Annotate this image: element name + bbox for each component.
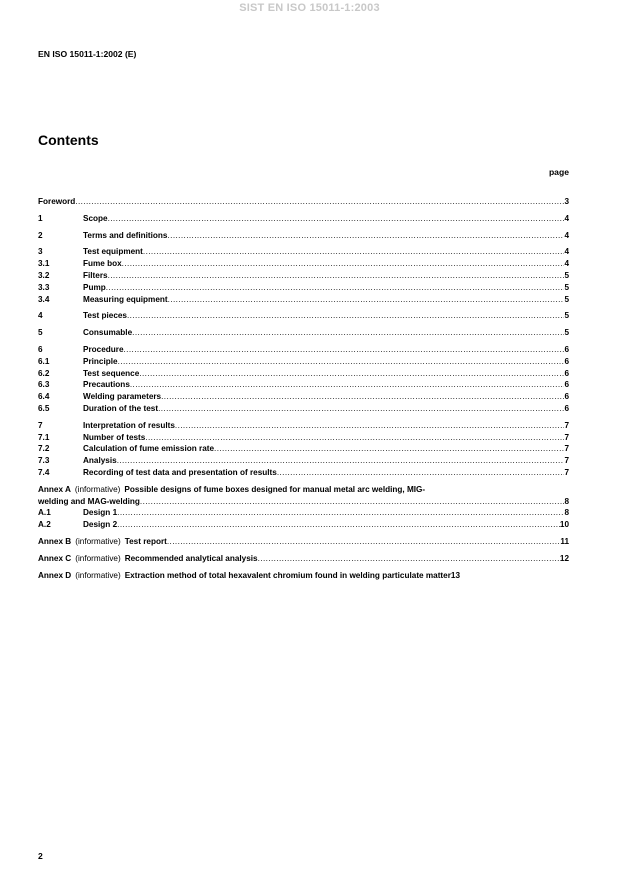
toc-entry[interactable] bbox=[38, 327, 569, 339]
toc-title: welding and MAG-welding bbox=[38, 496, 140, 506]
toc-number: 3.1 bbox=[38, 259, 50, 269]
toc-leader bbox=[124, 344, 565, 356]
toc-leader bbox=[117, 519, 560, 531]
toc-page: 12 bbox=[559, 553, 569, 563]
annex-label: Annex D bbox=[38, 570, 72, 580]
toc-number: 2 bbox=[38, 230, 43, 240]
toc-page: 7 bbox=[564, 420, 569, 430]
toc-page: 7 bbox=[564, 444, 569, 454]
toc-number: 5 bbox=[38, 328, 43, 338]
page-column-label: page bbox=[548, 167, 569, 177]
toc-leader bbox=[108, 270, 565, 282]
toc-leader bbox=[106, 282, 565, 294]
toc-title: Test sequence bbox=[83, 368, 140, 378]
toc-page: 6 bbox=[564, 344, 569, 354]
toc-title: Principle bbox=[83, 356, 118, 366]
toc-title: Fume box bbox=[83, 259, 122, 269]
toc-leader bbox=[118, 356, 565, 368]
toc-entry-annex-c[interactable] bbox=[38, 553, 569, 565]
toc-page: 5 bbox=[564, 282, 569, 292]
toc-page: 5 bbox=[564, 311, 569, 321]
toc-leader bbox=[140, 496, 565, 508]
toc-title: Recording of test data and presentation of results bbox=[83, 467, 277, 477]
toc-number: 4 bbox=[38, 311, 43, 321]
annex-label: Annex C bbox=[38, 553, 72, 563]
toc-number: 7 bbox=[38, 420, 43, 430]
page-number: 2 bbox=[38, 851, 43, 861]
toc-page: 6 bbox=[564, 403, 569, 413]
toc-entry-annex-d[interactable] bbox=[38, 570, 569, 582]
toc-page: 7 bbox=[564, 432, 569, 442]
toc-title: Interpretation of results bbox=[83, 420, 175, 430]
annex-type: (informative) bbox=[75, 536, 121, 546]
toc-page: 7 bbox=[564, 456, 569, 466]
toc-entry[interactable] bbox=[38, 310, 569, 322]
annex-type: (informative) bbox=[74, 484, 121, 494]
toc-entry[interactable] bbox=[38, 246, 569, 258]
toc-leader bbox=[167, 230, 564, 242]
toc-entry[interactable] bbox=[38, 403, 569, 415]
table-of-contents bbox=[38, 196, 569, 581]
toc-number: 7.3 bbox=[38, 456, 50, 466]
toc-title: Scope bbox=[83, 213, 108, 223]
toc-leader bbox=[117, 455, 565, 467]
toc-entry[interactable] bbox=[38, 507, 569, 519]
toc-number: A.2 bbox=[38, 520, 51, 530]
toc-title: Precautions bbox=[83, 380, 130, 390]
toc-leader bbox=[139, 368, 564, 380]
toc-title: Design 1 bbox=[83, 508, 118, 518]
toc-entry[interactable] bbox=[38, 455, 569, 467]
toc-number: 3 bbox=[38, 247, 43, 257]
toc-page: 6 bbox=[564, 392, 569, 402]
toc-leader bbox=[258, 553, 560, 565]
toc-page: 8 bbox=[564, 508, 569, 518]
toc-leader bbox=[122, 258, 565, 270]
annex-type: (informative) bbox=[75, 570, 121, 580]
toc-entry[interactable] bbox=[38, 519, 569, 531]
toc-entry[interactable] bbox=[38, 294, 569, 306]
toc-title: Calculation of fume emission rate bbox=[83, 444, 215, 454]
toc-page: 5 bbox=[564, 328, 569, 338]
toc-number: 6.5 bbox=[38, 403, 50, 413]
toc-number: 6 bbox=[38, 344, 43, 354]
toc-page: 4 bbox=[564, 259, 569, 269]
toc-leader bbox=[167, 536, 560, 548]
toc-entry[interactable] bbox=[38, 467, 569, 479]
toc-leader bbox=[161, 391, 564, 403]
toc-page: 6 bbox=[564, 368, 569, 378]
toc-page: 4 bbox=[564, 247, 569, 257]
toc-title: Pump bbox=[83, 282, 106, 292]
toc-entry-foreword[interactable] bbox=[38, 196, 569, 208]
toc-title: Procedure bbox=[83, 344, 124, 354]
toc-number: 6.2 bbox=[38, 368, 50, 378]
toc-entry[interactable] bbox=[38, 420, 569, 432]
toc-page: 4 bbox=[564, 230, 569, 240]
toc-leader bbox=[145, 432, 564, 444]
toc-title: Possible designs of fume boxes designed for manual metal arc welding, MIG- bbox=[124, 484, 426, 494]
toc-entry[interactable] bbox=[38, 379, 569, 391]
toc-page: 5 bbox=[564, 270, 569, 280]
toc-number: 3.2 bbox=[38, 270, 50, 280]
toc-title: Foreword bbox=[38, 197, 76, 206]
toc-leader bbox=[214, 443, 564, 455]
toc-entry[interactable] bbox=[38, 213, 569, 225]
toc-leader bbox=[117, 507, 564, 519]
toc-number: 3.3 bbox=[38, 282, 50, 292]
toc-entry[interactable] bbox=[38, 432, 569, 444]
toc-leader bbox=[75, 196, 564, 208]
toc-leader bbox=[277, 467, 565, 479]
toc-entry-annex-b[interactable] bbox=[38, 536, 569, 548]
toc-entry[interactable] bbox=[38, 356, 569, 368]
toc-page: 8 bbox=[564, 496, 569, 506]
toc-title: Measuring equipment bbox=[83, 294, 168, 304]
annex-type: (informative) bbox=[75, 553, 121, 563]
toc-leader bbox=[168, 294, 565, 306]
toc-number: 6.1 bbox=[38, 356, 50, 366]
toc-page: 13 bbox=[450, 570, 461, 580]
annex-label: Annex B bbox=[38, 536, 72, 546]
toc-leader bbox=[143, 246, 565, 258]
toc-title: Test equipment bbox=[83, 247, 143, 257]
toc-entry[interactable] bbox=[38, 391, 569, 403]
toc-number: 6.4 bbox=[38, 392, 50, 402]
toc-title: Recommended analytical analysis bbox=[124, 553, 258, 563]
toc-page: 11 bbox=[560, 536, 569, 546]
toc-title: Test pieces bbox=[83, 311, 127, 321]
toc-title: Design 2 bbox=[83, 520, 118, 530]
toc-title: Duration of the test bbox=[83, 403, 159, 413]
toc-leader bbox=[132, 327, 564, 339]
toc-page: 10 bbox=[559, 520, 569, 530]
toc-entry[interactable] bbox=[38, 368, 569, 380]
toc-title: Filters bbox=[83, 270, 108, 280]
toc-title: Number of tests bbox=[83, 432, 146, 442]
toc-entry[interactable] bbox=[38, 344, 569, 356]
toc-title: Analysis bbox=[83, 456, 117, 466]
page-title: Contents bbox=[38, 132, 99, 148]
toc-page: 7 bbox=[564, 467, 569, 477]
toc-leader bbox=[127, 310, 564, 322]
toc-entry-annex-a[interactable] bbox=[38, 484, 569, 496]
toc-entry[interactable] bbox=[38, 258, 569, 270]
toc-page: 6 bbox=[564, 380, 569, 390]
toc-number: 1 bbox=[38, 213, 43, 223]
toc-title: Test report bbox=[124, 536, 167, 546]
toc-entry[interactable] bbox=[38, 282, 569, 294]
toc-title: Consumable bbox=[83, 328, 133, 338]
toc-entry[interactable] bbox=[38, 230, 569, 242]
annex-label: Annex A bbox=[38, 484, 71, 494]
toc-number: 7.1 bbox=[38, 432, 50, 442]
toc-leader bbox=[130, 379, 565, 391]
toc-leader bbox=[108, 213, 565, 225]
toc-leader bbox=[158, 403, 564, 415]
toc-number: 3.4 bbox=[38, 294, 50, 304]
toc-title: Terms and definitions bbox=[83, 230, 168, 240]
document-id: EN ISO 15011-1:2002 (E) bbox=[38, 49, 137, 59]
toc-leader bbox=[175, 420, 565, 432]
toc-entry[interactable] bbox=[38, 270, 569, 282]
toc-page: 3 bbox=[564, 197, 569, 206]
toc-number: 7.2 bbox=[38, 444, 50, 454]
toc-number: 7.4 bbox=[38, 467, 50, 477]
toc-page: 4 bbox=[564, 213, 569, 223]
watermark: SIST EN ISO 15011-1:2003 bbox=[239, 2, 380, 14]
toc-entry[interactable] bbox=[38, 443, 569, 455]
toc-title: Welding parameters bbox=[83, 392, 162, 402]
toc-number: 6.3 bbox=[38, 380, 50, 390]
toc-title: Extraction method of total hexavalent chromium found in welding particulate matter bbox=[124, 570, 451, 580]
toc-page: 6 bbox=[564, 356, 569, 366]
toc-number: A.1 bbox=[38, 508, 51, 518]
toc-page: 5 bbox=[564, 294, 569, 304]
toc-entry-annex-a-cont[interactable] bbox=[38, 496, 569, 508]
